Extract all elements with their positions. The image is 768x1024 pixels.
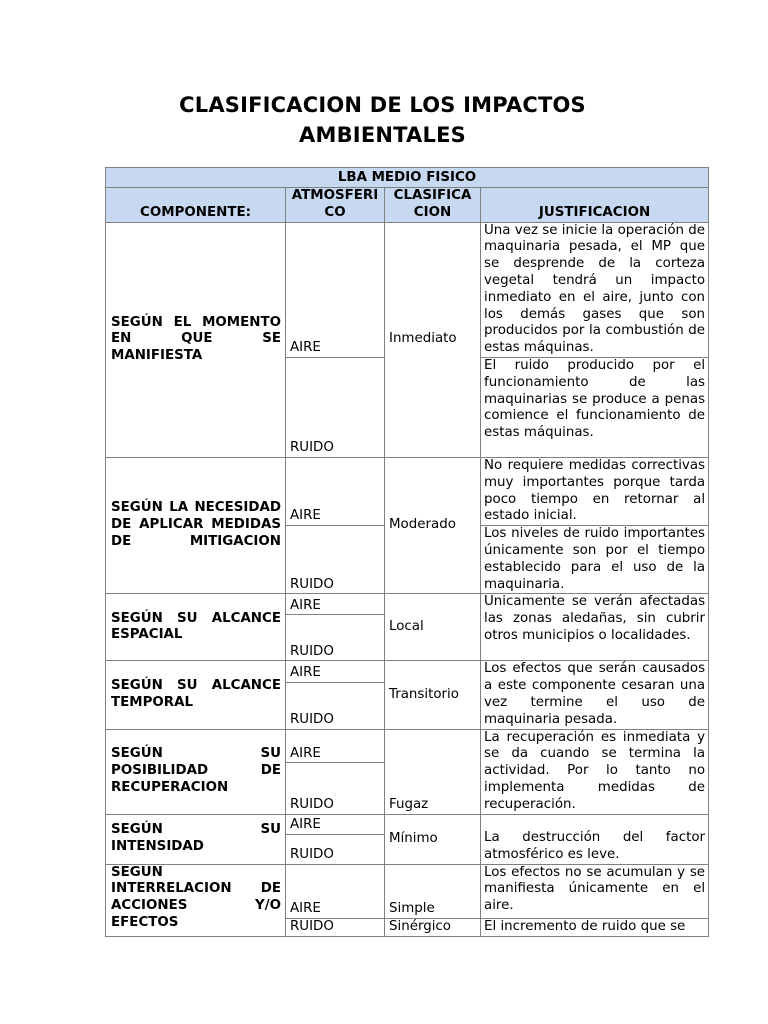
table-row: [106, 729, 709, 763]
clasificacion-cell: Sinérgico: [385, 918, 481, 936]
atmosferico-cell: AIRE: [286, 814, 385, 834]
justificacion-cell: Una vez se inicie la operación de maquinaria pesada, el MP que se desprende de la corteza vegetal tendrá un impacto inmediato en el aire, junto con los demás gases que son producidos por la combustión de estas máquinas.: [481, 222, 709, 357]
clasificacion-cell: Fugaz: [385, 729, 481, 814]
header-justificacion: JUSTIFICACION: [481, 188, 709, 223]
clasificacion-cell: Local: [385, 594, 481, 661]
atmosferico-cell: AIRE: [286, 729, 385, 763]
atmosferico-cell: RUIDO: [286, 682, 385, 729]
atmosferico-cell: AIRE: [286, 594, 385, 615]
clasificacion-cell: Moderado: [385, 457, 481, 593]
atmosferico-cell: AIRE: [286, 864, 385, 918]
componente-cell: SEGÚN SU ALCANCE TEMPORAL: [106, 661, 286, 729]
atmosferico-cell: RUIDO: [286, 834, 385, 864]
document-title: [105, 90, 660, 150]
section-header: LBA MEDIO FISICO: [106, 168, 709, 188]
justificacion-cell: No requiere medidas correctivas muy importantes porque tarda poco tiempo en retornar al estado inicial.: [481, 457, 709, 525]
justificacion-cell: El incremento de ruido que se: [481, 918, 709, 936]
justificacion-cell: La destrucción del factor atmosférico es leve.: [481, 814, 709, 864]
clasificacion-cell: Mínimo: [385, 814, 481, 864]
componente-cell: SEGÚN LA NECESIDAD DE APLICAR MEDIDAS DE MITIGACION: [106, 457, 286, 593]
atmosferico-cell: RUIDO: [286, 763, 385, 814]
justificacion-cell: Únicamente se verán afectadas las zonas aledañas, sin cubrir otros municipios o localidades.: [481, 594, 709, 661]
componente-cell: SEGÚN SU POSIBILIDAD DE RECUPERACION: [106, 729, 286, 814]
title-line-2: AMBIENTALES: [299, 123, 466, 147]
atmosferico-cell: AIRE: [286, 457, 385, 525]
atmosferico-cell: AIRE: [286, 222, 385, 357]
column-header-row: [106, 188, 709, 223]
title-line-1: CLASIFICACION DE LOS IMPACTOS: [179, 93, 586, 117]
header-clasificacion: CLASIFICA CION: [385, 188, 481, 223]
clasificacion-cell: Inmediato: [385, 222, 481, 457]
atmosferico-cell: RUIDO: [286, 615, 385, 661]
table-row: [106, 864, 709, 918]
justificacion-cell: Los niveles de ruido importantes únicamente son por el tiempo establecido para el uso de la maquinaria.: [481, 526, 709, 594]
componente-cell: SEGÚN SU INTENSIDAD: [106, 814, 286, 864]
table-row: [106, 814, 709, 834]
componente-cell: SEGÚN SU ALCANCE ESPACIAL: [106, 594, 286, 661]
table-row: [106, 661, 709, 682]
justificacion-cell: Los efectos no se acumulan y se manifiesta únicamente en el aire.: [481, 864, 709, 918]
table-row: [106, 457, 709, 525]
clasificacion-cell: Simple: [385, 864, 481, 918]
table-row: [106, 222, 709, 357]
componente-cell: SEGÚN INTERRELACION DE ACCIONES Y/O EFECTOS: [106, 864, 286, 936]
header-componente: COMPONENTE:: [106, 188, 286, 223]
table-row: [106, 594, 709, 615]
clasificacion-cell: Transitorio: [385, 661, 481, 729]
atmosferico-cell: RUIDO: [286, 526, 385, 594]
atmosferico-cell: AIRE: [286, 661, 385, 682]
componente-cell: SEGÚN EL MOMENTO EN QUE SE MANIFIESTA: [106, 222, 286, 457]
atmosferico-cell: RUIDO: [286, 918, 385, 936]
justificacion-cell: La recuperación es inmediata y se da cuando se termina la actividad. Por lo tanto no implementa medidas de recuperación.: [481, 729, 709, 814]
header-atmosferico: ATMOSFERI CO: [286, 188, 385, 223]
section-header-row: [106, 168, 709, 188]
atmosferico-cell: RUIDO: [286, 357, 385, 457]
justificacion-cell: El ruido producido por el funcionamiento de las maquinarias se produce a penas comience el funcionamiento de estas máquinas.: [481, 357, 709, 457]
impacts-table: [105, 167, 709, 937]
justificacion-cell: Los efectos que serán causados a este componente cesaran una vez termine el uso de maquinaria pesada.: [481, 661, 709, 729]
